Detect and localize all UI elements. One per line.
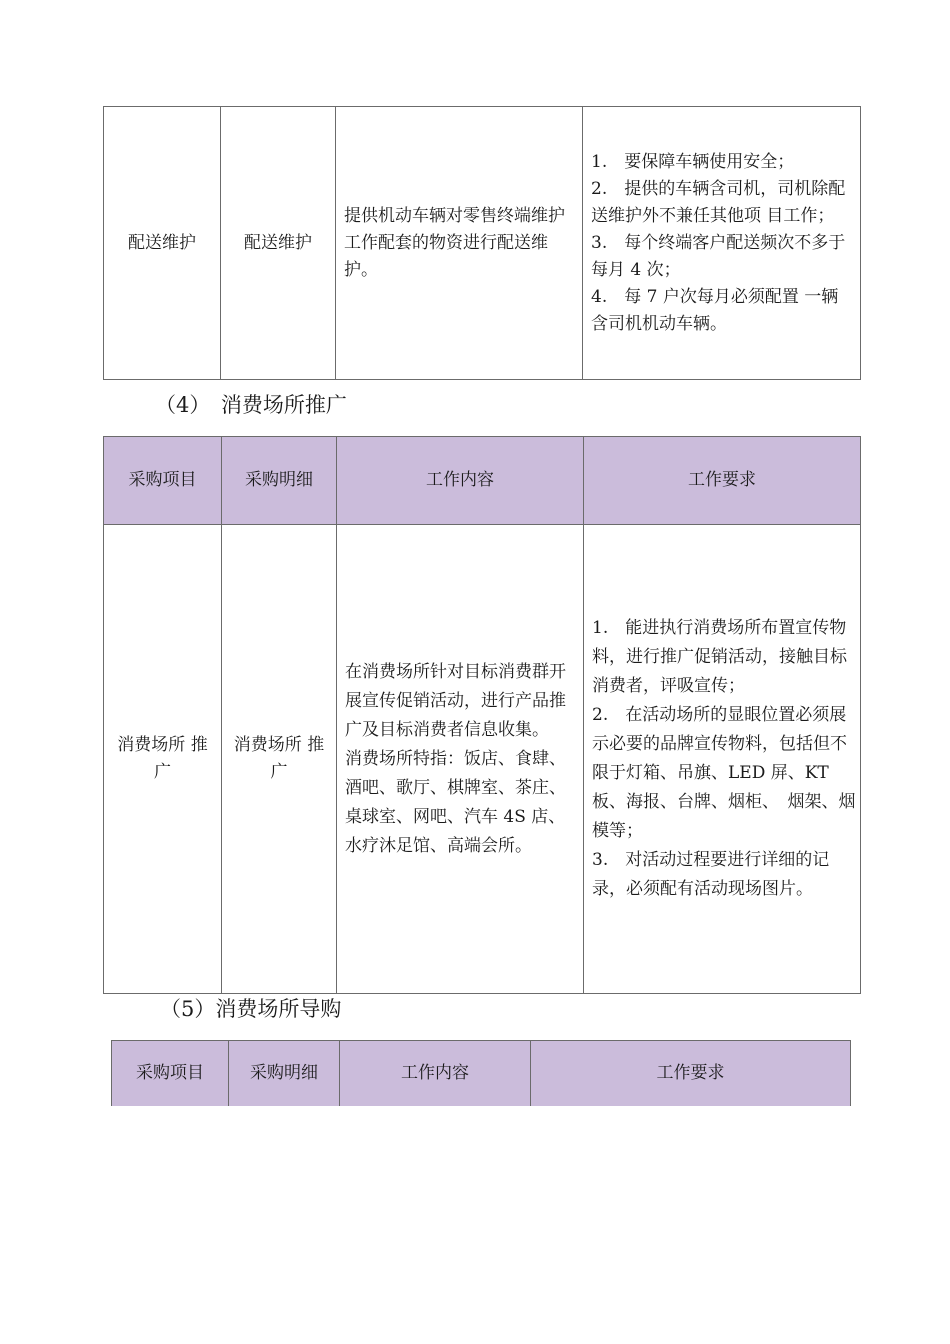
header-cell: 工作要求 (531, 1041, 851, 1106)
cell-detail: 配送维护 (221, 107, 336, 380)
cell-content (337, 525, 584, 994)
cell-requirements (584, 525, 861, 994)
section-heading: （4） 消费场所推广 (155, 393, 347, 417)
cell-item: 配送维护 (104, 107, 221, 380)
table-header-row (104, 437, 861, 525)
cell-detail: 消费场所 推广 (222, 525, 337, 994)
content-paragraph: 消费场所特指：饭店、食肆、酒吧、歌厅、棋牌室、茶庄、桌球室、网吧、汽车 4S 店、水疗沐足馆、高端会所。 (345, 748, 566, 856)
delivery-table (103, 106, 861, 380)
venue-guide-table (111, 1040, 851, 1106)
venue-promotion-table (103, 436, 861, 994)
cell-requirements (583, 107, 861, 380)
header-cell: 工作内容 (337, 437, 584, 525)
requirement-item: 3. 每个终端客户配送频次不多于每月 4 次； (591, 232, 846, 280)
requirement-item: 2. 提供的车辆含司机，司机除配送维护外不兼任其他项 目工作； (591, 178, 846, 226)
table-row (104, 525, 861, 994)
section-heading: （5）消费场所导购 (160, 997, 342, 1021)
requirement-item: 1. 要保障车辆使用安全； (591, 151, 795, 172)
requirement-item: 4. 每 7 户次每月必须配置 一辆含司机机动车辆。 (591, 286, 839, 334)
requirement-item: 3. 对活动过程要进行详细的记录，必须配有活动现场图片。 (592, 850, 830, 899)
cell-content: 提供机动车辆对零售终端维护工作配套的物资进行配送维护。 (336, 107, 583, 380)
header-cell: 工作要求 (584, 437, 861, 525)
table-row (104, 107, 861, 380)
header-cell: 采购项目 (104, 437, 222, 525)
header-cell: 采购明细 (229, 1041, 340, 1106)
header-cell: 工作内容 (340, 1041, 531, 1106)
header-cell: 采购明细 (222, 437, 337, 525)
header-cell: 采购项目 (112, 1041, 229, 1106)
cell-item: 消费场所 推广 (104, 525, 222, 994)
table-header-row (112, 1041, 851, 1106)
requirement-item: 1. 能进执行消费场所布置宣传物料，进行推广促销活动，接触目标消费者，评吸宣传； (592, 618, 847, 696)
content-paragraph: 在消费场所针对目标消费群开展宣传促销活动，进行产品推广及目标消费者信息收集。 (345, 661, 566, 740)
requirement-item: 2. 在活动场所的显眼位置必须展示必要的品牌宣传物料，包括但不限于灯箱、吊旗、LED 屏、KT 板、海报、台牌、烟柜、 烟架、烟模等； (592, 705, 856, 841)
